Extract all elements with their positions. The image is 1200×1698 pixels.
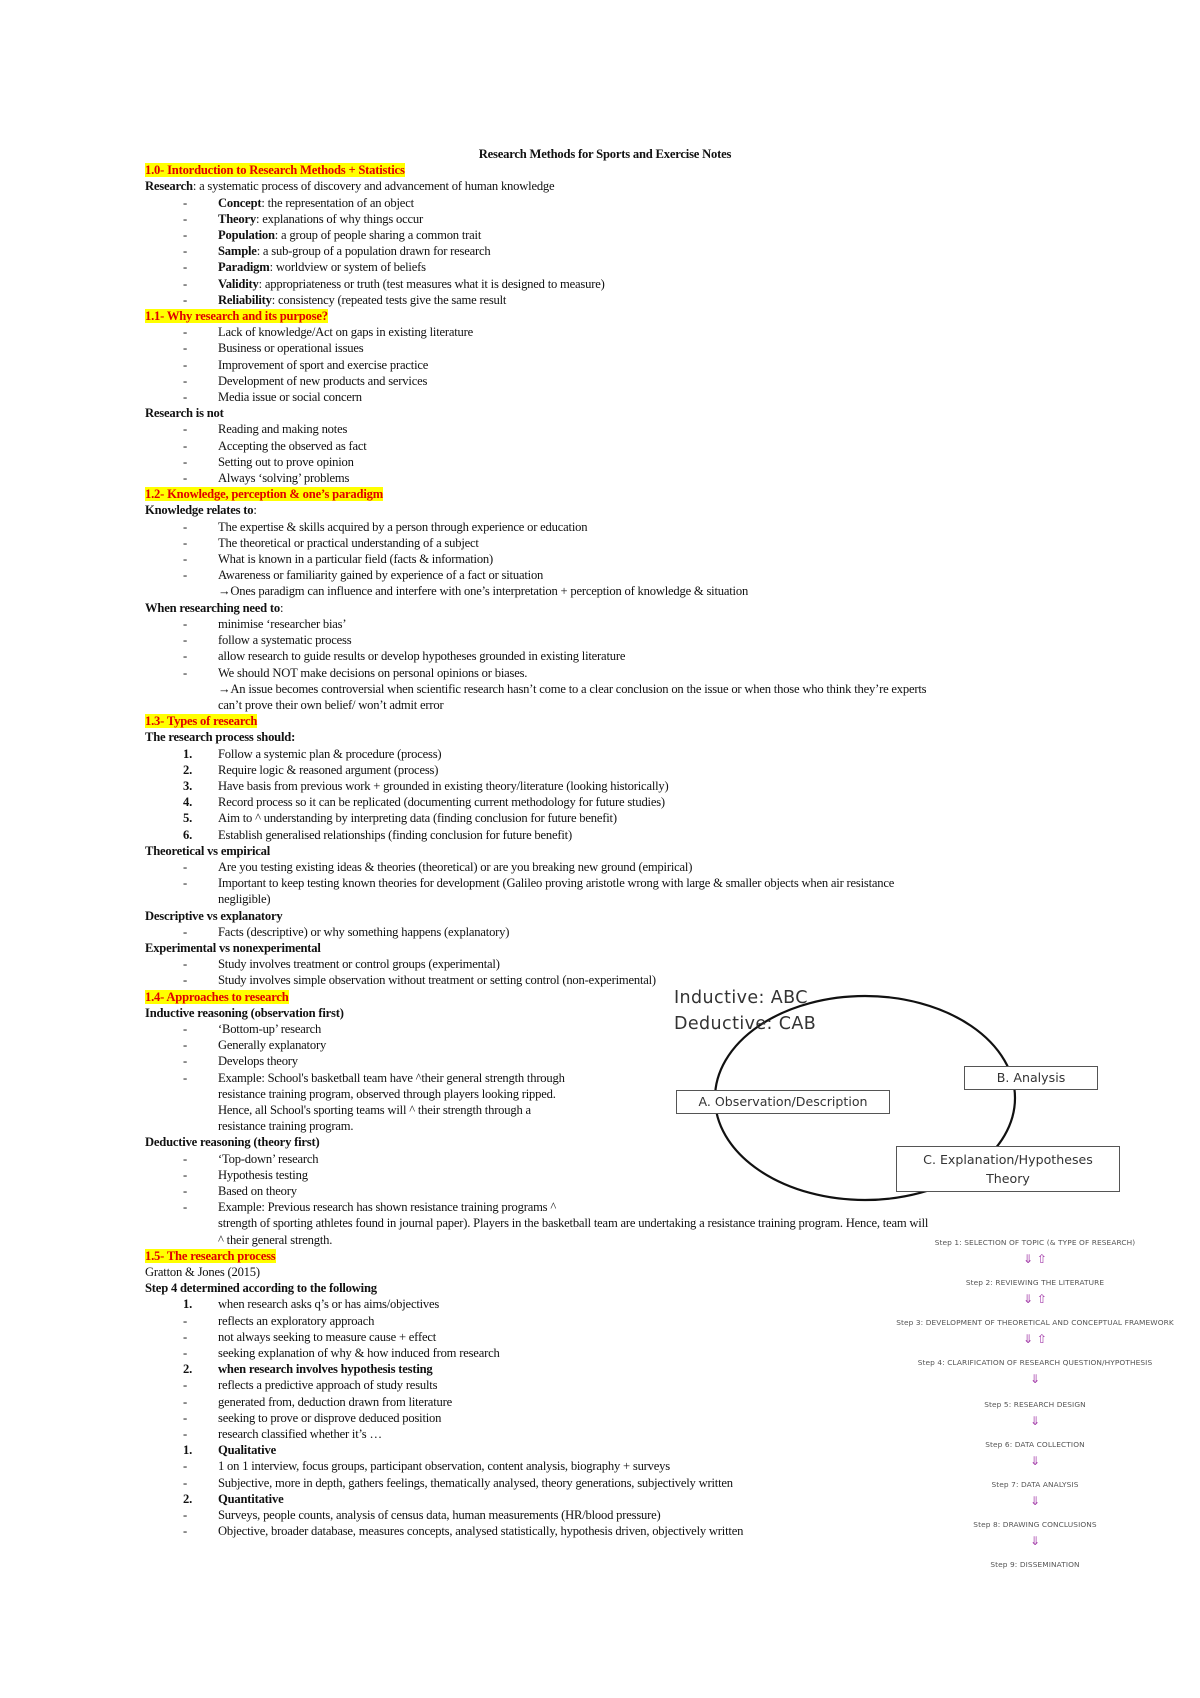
dash-marker: - — [183, 1038, 187, 1053]
inductive-example-continuation: Hence, all School's sporting teams will ^ their strength through a — [218, 1102, 531, 1117]
box-observation: A. Observation/Description — [676, 1090, 890, 1114]
research-not-item — [145, 454, 1065, 470]
process-step-5: Step 5: RESEARCH DESIGN — [984, 1400, 1086, 1409]
dash-marker: - — [183, 244, 187, 259]
inductive-example-continuation: resistance training program, observed through players looking ripped. — [218, 1086, 556, 1101]
dash-marker: - — [183, 1200, 187, 1215]
process-step-3: Step 3: DEVELOPMENT OF THEORETICAL AND CONCEPTUAL FRAMEWORK — [896, 1318, 1174, 1327]
definition-item — [145, 292, 1065, 308]
dash-marker: - — [183, 292, 187, 307]
knowledge-item — [145, 519, 1065, 535]
theoretical-item-text: Important to keep testing known theories for development (Galileo proving aristotle wrong with large & smaller objects when air resistance — [218, 876, 895, 891]
process-step-text: Have basis from previous work + grounded in existing theory/literature (looking historically) — [218, 778, 669, 793]
dash-marker: - — [183, 924, 187, 939]
double-arrow-icon: ⇓ ⇧ — [1023, 1252, 1047, 1266]
when-researching-item-text: follow a systematic process — [218, 633, 352, 648]
dash-marker: - — [183, 1167, 187, 1182]
definition-item — [145, 227, 1065, 243]
step-number: 4. — [183, 795, 193, 810]
predictive-item-text: seeking to prove or disprove deduced position — [218, 1410, 442, 1425]
process-step-item — [145, 794, 1065, 810]
inductive-item-text: ‘Bottom-up’ research — [218, 1021, 322, 1036]
process-step-7: Step 7: DATA ANALYSIS — [991, 1480, 1079, 1489]
dash-marker: - — [183, 357, 187, 372]
descriptive-item — [145, 924, 1065, 940]
experimental-item-text: Study involves simple observation without treatment or setting control (non-experimental) — [218, 973, 656, 988]
step-number: 6. — [183, 827, 193, 842]
definition-text: : explanations of why things occur — [255, 211, 424, 226]
dash-marker: - — [183, 649, 187, 664]
inductive-item-text: Example: School's basketball team have ^their general strength through — [218, 1070, 565, 1085]
definition-text: : a group of people sharing a common trait — [274, 228, 482, 243]
quantitative-item-text: Objective, broader database, measures concepts, analysed statistically, hypothesis driven, objectively written — [218, 1524, 744, 1539]
deductive-item-text: Example: Previous research has shown resistance training programs ^ — [218, 1200, 557, 1215]
process-step-item — [145, 746, 1065, 762]
exploratory-item-text: seeking explanation of why & how induced from research — [218, 1346, 500, 1361]
deductive-item-text: Based on theory — [218, 1184, 297, 1198]
dash-marker: - — [183, 1151, 187, 1166]
knowledge-item-text: Awareness or familiarity gained by experience of a fact or situation — [218, 568, 544, 583]
step-number: 5. — [183, 811, 193, 826]
when-researching-item — [145, 616, 1065, 632]
purpose-item — [145, 373, 1065, 389]
deductive-item-text: ‘Top-down’ research — [218, 1151, 319, 1166]
knowledge-item-text: What is known in a particular field (facts & information) — [218, 552, 494, 567]
descriptive-label: Descriptive vs explanatory — [145, 908, 283, 923]
dash-marker: - — [183, 616, 187, 631]
inductive-example-continuation: resistance training program. — [218, 1119, 354, 1134]
inductive-item-text: Develops theory — [218, 1054, 298, 1069]
qualitative-item-text: 1 on 1 interview, focus groups, participant observation, content analysis, biography + surveys — [218, 1459, 670, 1474]
when-researching-item — [145, 632, 1065, 648]
predictive-item-text: reflects a predictive approach of study results — [218, 1378, 438, 1393]
definition-text: : a sub-group of a population drawn for research — [256, 244, 491, 259]
purpose-item-text: Media issue or social concern — [218, 390, 362, 405]
inductive-label: Inductive reasoning (observation first) — [145, 1005, 344, 1020]
deductive-label-figure: Deductive: CAB — [674, 1014, 817, 1034]
research-process-flow — [870, 1238, 1200, 1678]
inductive-deductive-figure — [670, 988, 1140, 1208]
process-step-9: Step 9: DISSEMINATION — [990, 1560, 1080, 1569]
dash-marker: - — [183, 390, 187, 405]
process-step-1: Step 1: SELECTION OF TOPIC (& TYPE OF RESEARCH) — [934, 1238, 1136, 1247]
dash-marker: - — [183, 1508, 187, 1523]
step4-group-2: 2. when research involves hypothesis testing — [183, 1362, 433, 1377]
qualitative-item-text: Subjective, more in depth, gathers feelings, thematically analysed, theory generations, subjectively written — [218, 1475, 733, 1490]
double-arrow-icon: ⇓ ⇧ — [1023, 1332, 1047, 1346]
when-researching-item-text: We should NOT make decisions on personal opinions or biases. — [218, 665, 528, 680]
when-researching-label: When researching need to: — [145, 600, 284, 615]
purpose-item — [145, 324, 1065, 340]
deductive-label: Deductive reasoning (theory first) — [145, 1135, 320, 1150]
knowledge-item-text: The expertise & skills acquired by a person through experience or education — [218, 519, 588, 534]
down-arrow-icon: ⇓ — [1029, 1414, 1041, 1428]
controversy-note-line-2: can’t prove their own belief/ won’t admit error — [218, 697, 444, 712]
research-definition: Research: a systematic process of discovery and advancement of human knowledge — [145, 179, 555, 194]
research-is-not-label: Research is not — [145, 406, 224, 421]
definition-item — [145, 276, 1065, 292]
step-number: 1. — [183, 746, 193, 761]
dash-marker: - — [183, 1329, 187, 1344]
section-1-1-heading: 1.1- Why research and its purpose? — [145, 309, 328, 324]
deductive-example-continuation: strength of sporting athletes found in journal paper). Players in the basketball team are undertaking a resistance training program. Hence, team will — [218, 1216, 929, 1231]
dash-marker: - — [183, 1410, 187, 1425]
exploratory-item-text: not always seeking to measure cause + effect — [218, 1329, 437, 1344]
definition-text: : consistency (repeated tests give the same result — [271, 292, 507, 307]
when-researching-item — [145, 648, 1065, 664]
inductive-label-figure: Inductive: ABC — [674, 988, 808, 1008]
predictive-item-text: research classified whether it’s … — [218, 1427, 382, 1442]
dash-marker: - — [183, 454, 187, 469]
deductive-item-text: Hypothesis testing — [218, 1167, 308, 1182]
deductive-example-continuation: ^ their general strength. — [218, 1232, 333, 1247]
process-step-item — [145, 778, 1065, 794]
knowledge-label: Knowledge relates to: — [145, 503, 257, 518]
dash-marker: - — [183, 633, 187, 648]
research-not-item — [145, 438, 1065, 454]
theoretical-item — [145, 875, 1065, 891]
knowledge-item — [145, 535, 1065, 551]
double-arrow-icon: ⇓ ⇧ — [1023, 1292, 1047, 1306]
knowledge-item — [145, 567, 1065, 583]
down-arrow-icon: ⇓ — [1029, 1494, 1041, 1508]
predictive-item-text: generated from, deduction drawn from literature — [218, 1394, 452, 1409]
dash-marker: - — [183, 552, 187, 567]
box-explanation: C. Explanation/Hypotheses Theory — [896, 1146, 1120, 1192]
research-not-item-text: Always ‘solving’ problems — [218, 471, 350, 486]
dash-marker: - — [183, 1524, 187, 1539]
down-arrow-icon: ⇓ — [1029, 1454, 1041, 1468]
when-researching-item-text: minimise ‘researcher bias’ — [218, 616, 347, 631]
research-not-item — [145, 421, 1065, 437]
dash-marker: - — [183, 260, 187, 275]
process-step-text: Establish generalised relationships (finding conclusion for future benefit) — [218, 827, 572, 842]
definition-term: Theory — [218, 211, 256, 226]
process-step-item — [145, 810, 1065, 826]
research-not-item-text: Accepting the observed as fact — [218, 438, 367, 453]
controversy-note-line-1: →An issue becomes controversial when scientific research hasn’t come to a clear conclusion on the issue or when those who think they’re experts — [218, 681, 927, 696]
purpose-item-text: Lack of knowledge/Act on gaps in existing literature — [218, 325, 474, 340]
dash-marker: - — [183, 1346, 187, 1361]
experimental-item — [145, 956, 1065, 972]
purpose-item — [145, 389, 1065, 405]
step-number: 2. — [183, 762, 193, 777]
exploratory-item-text: reflects an exploratory approach — [218, 1313, 375, 1328]
process-step-item — [145, 762, 1065, 778]
knowledge-item-text: The theoretical or practical understanding of a subject — [218, 535, 479, 550]
step-number: 3. — [183, 778, 193, 793]
step4-label: Step 4 determined according to the following — [145, 1281, 377, 1296]
process-should-label: The research process should: — [145, 730, 296, 745]
descriptive-item-text: Facts (descriptive) or why something happens (explanatory) — [218, 924, 510, 939]
dash-marker: - — [183, 276, 187, 291]
experimental-item — [145, 972, 1065, 988]
qualitative-heading: 1. Qualitative — [183, 1443, 276, 1458]
definition-item — [145, 211, 1065, 227]
dash-marker: - — [183, 519, 187, 534]
theoretical-item — [145, 859, 1065, 875]
citation: Gratton & Jones (2015) — [145, 1265, 260, 1280]
dash-marker: - — [183, 1021, 187, 1036]
dash-marker: - — [183, 325, 187, 340]
paradigm-note: →Ones paradigm can influence and interfere with one’s interpretation + perception of knowledge & situation — [218, 584, 749, 599]
section-1-3-heading: 1.3- Types of research — [145, 714, 258, 729]
definition-item — [145, 259, 1065, 275]
dash-marker: - — [183, 1070, 187, 1085]
dash-marker: - — [183, 665, 187, 680]
process-step-text: Aim to ^ understanding by interpreting data (finding conclusion for future benefit) — [218, 811, 617, 826]
purpose-item-text: Improvement of sport and exercise practice — [218, 357, 429, 372]
process-step-text: Record process so it can be replicated (documenting current methodology for future studies) — [218, 795, 665, 810]
dash-marker: - — [183, 341, 187, 356]
quantitative-heading: 2. Quantitative — [183, 1491, 284, 1506]
definition-term: Concept — [218, 195, 262, 210]
quantitative-item-text: Surveys, people counts, analysis of census data, human measurements (HR/blood pressure) — [218, 1508, 661, 1523]
purpose-item-text: Development of new products and services — [218, 373, 428, 388]
definition-item — [145, 195, 1065, 211]
knowledge-item — [145, 551, 1065, 567]
section-1-2-heading: 1.2- Knowledge, perception & one’s paradigm — [145, 487, 384, 502]
process-step-4: Step 4: CLARIFICATION OF RESEARCH QUESTION/HYPOTHESIS — [917, 1358, 1153, 1367]
dash-marker: - — [183, 1378, 187, 1393]
purpose-item — [145, 357, 1065, 373]
dash-marker: - — [183, 1475, 187, 1490]
definition-term: Validity — [218, 276, 259, 291]
box-analysis: B. Analysis — [964, 1066, 1098, 1090]
definition-text: : worldview or system of beliefs — [269, 260, 426, 275]
research-not-item-text: Reading and making notes — [218, 422, 348, 437]
definition-term: Population — [218, 228, 275, 243]
theoretical-item-text: Are you testing existing ideas & theories (theoretical) or are you breaking new ground (empirical) — [218, 859, 693, 874]
when-researching-item — [145, 665, 1065, 681]
purpose-item-text: Business or operational issues — [218, 341, 364, 356]
process-step-item — [145, 827, 1065, 843]
section-1-0-heading: 1.0- Intorduction to Research Methods + Statistics — [145, 163, 405, 178]
experimental-label: Experimental vs nonexperimental — [145, 940, 321, 955]
dash-marker: - — [183, 1054, 187, 1069]
process-step-text: Require logic & reasoned argument (process) — [218, 762, 439, 777]
inductive-item-text: Generally explanatory — [218, 1038, 327, 1053]
document-title: Research Methods for Sports and Exercise Notes — [478, 147, 732, 161]
research-not-item-text: Setting out to prove opinion — [218, 454, 354, 469]
dash-marker: - — [183, 957, 187, 972]
down-arrow-icon: ⇓ — [1029, 1534, 1041, 1548]
purpose-item — [145, 340, 1065, 356]
when-researching-item-text: allow research to guide results or develop hypotheses grounded in existing literature — [218, 649, 626, 664]
research-not-item — [145, 470, 1065, 486]
dash-marker: - — [183, 1184, 187, 1198]
definition-term: Sample — [218, 244, 257, 259]
down-arrow-icon: ⇓ — [1029, 1372, 1041, 1386]
dash-marker: - — [183, 471, 187, 486]
theoretical-continuation: negligible) — [218, 892, 271, 907]
dash-marker: - — [183, 535, 187, 550]
dash-marker: - — [183, 422, 187, 437]
dash-marker: - — [183, 1459, 187, 1474]
dash-marker: - — [183, 438, 187, 453]
definition-text: : appropriateness or truth (test measures what it is designed to measure) — [258, 276, 605, 291]
experimental-item-text: Study involves treatment or control groups (experimental) — [218, 957, 500, 972]
process-step-8: Step 8: DRAWING CONCLUSIONS — [973, 1520, 1097, 1529]
dash-marker: - — [183, 195, 187, 210]
dash-marker: - — [183, 568, 187, 583]
dash-marker: - — [183, 228, 187, 243]
dash-marker: - — [183, 859, 187, 874]
process-step-2: Step 2: REVIEWING THE LITERATURE — [965, 1278, 1105, 1287]
process-step-6: Step 6: DATA COLLECTION — [985, 1440, 1085, 1449]
dash-marker: - — [183, 876, 187, 891]
dash-marker: - — [183, 1313, 187, 1328]
dash-marker: - — [183, 1427, 187, 1442]
definition-term: Reliability — [218, 292, 272, 307]
definition-term: Paradigm — [218, 260, 270, 275]
dash-marker: - — [183, 373, 187, 388]
process-step-text: Follow a systemic plan & procedure (process) — [218, 746, 442, 761]
definition-text: : the representation of an object — [261, 195, 414, 210]
definition-item — [145, 243, 1065, 259]
theoretical-label: Theoretical vs empirical — [145, 843, 271, 858]
dash-marker: - — [183, 973, 187, 988]
dash-marker: - — [183, 1394, 187, 1409]
section-1-5-heading: 1.5- The research process — [145, 1248, 276, 1263]
step4-group-1: 1. when research asks q’s or has aims/objectives — [183, 1297, 440, 1312]
section-1-4-heading: 1.4- Approaches to research — [145, 989, 289, 1004]
dash-marker: - — [183, 211, 187, 226]
